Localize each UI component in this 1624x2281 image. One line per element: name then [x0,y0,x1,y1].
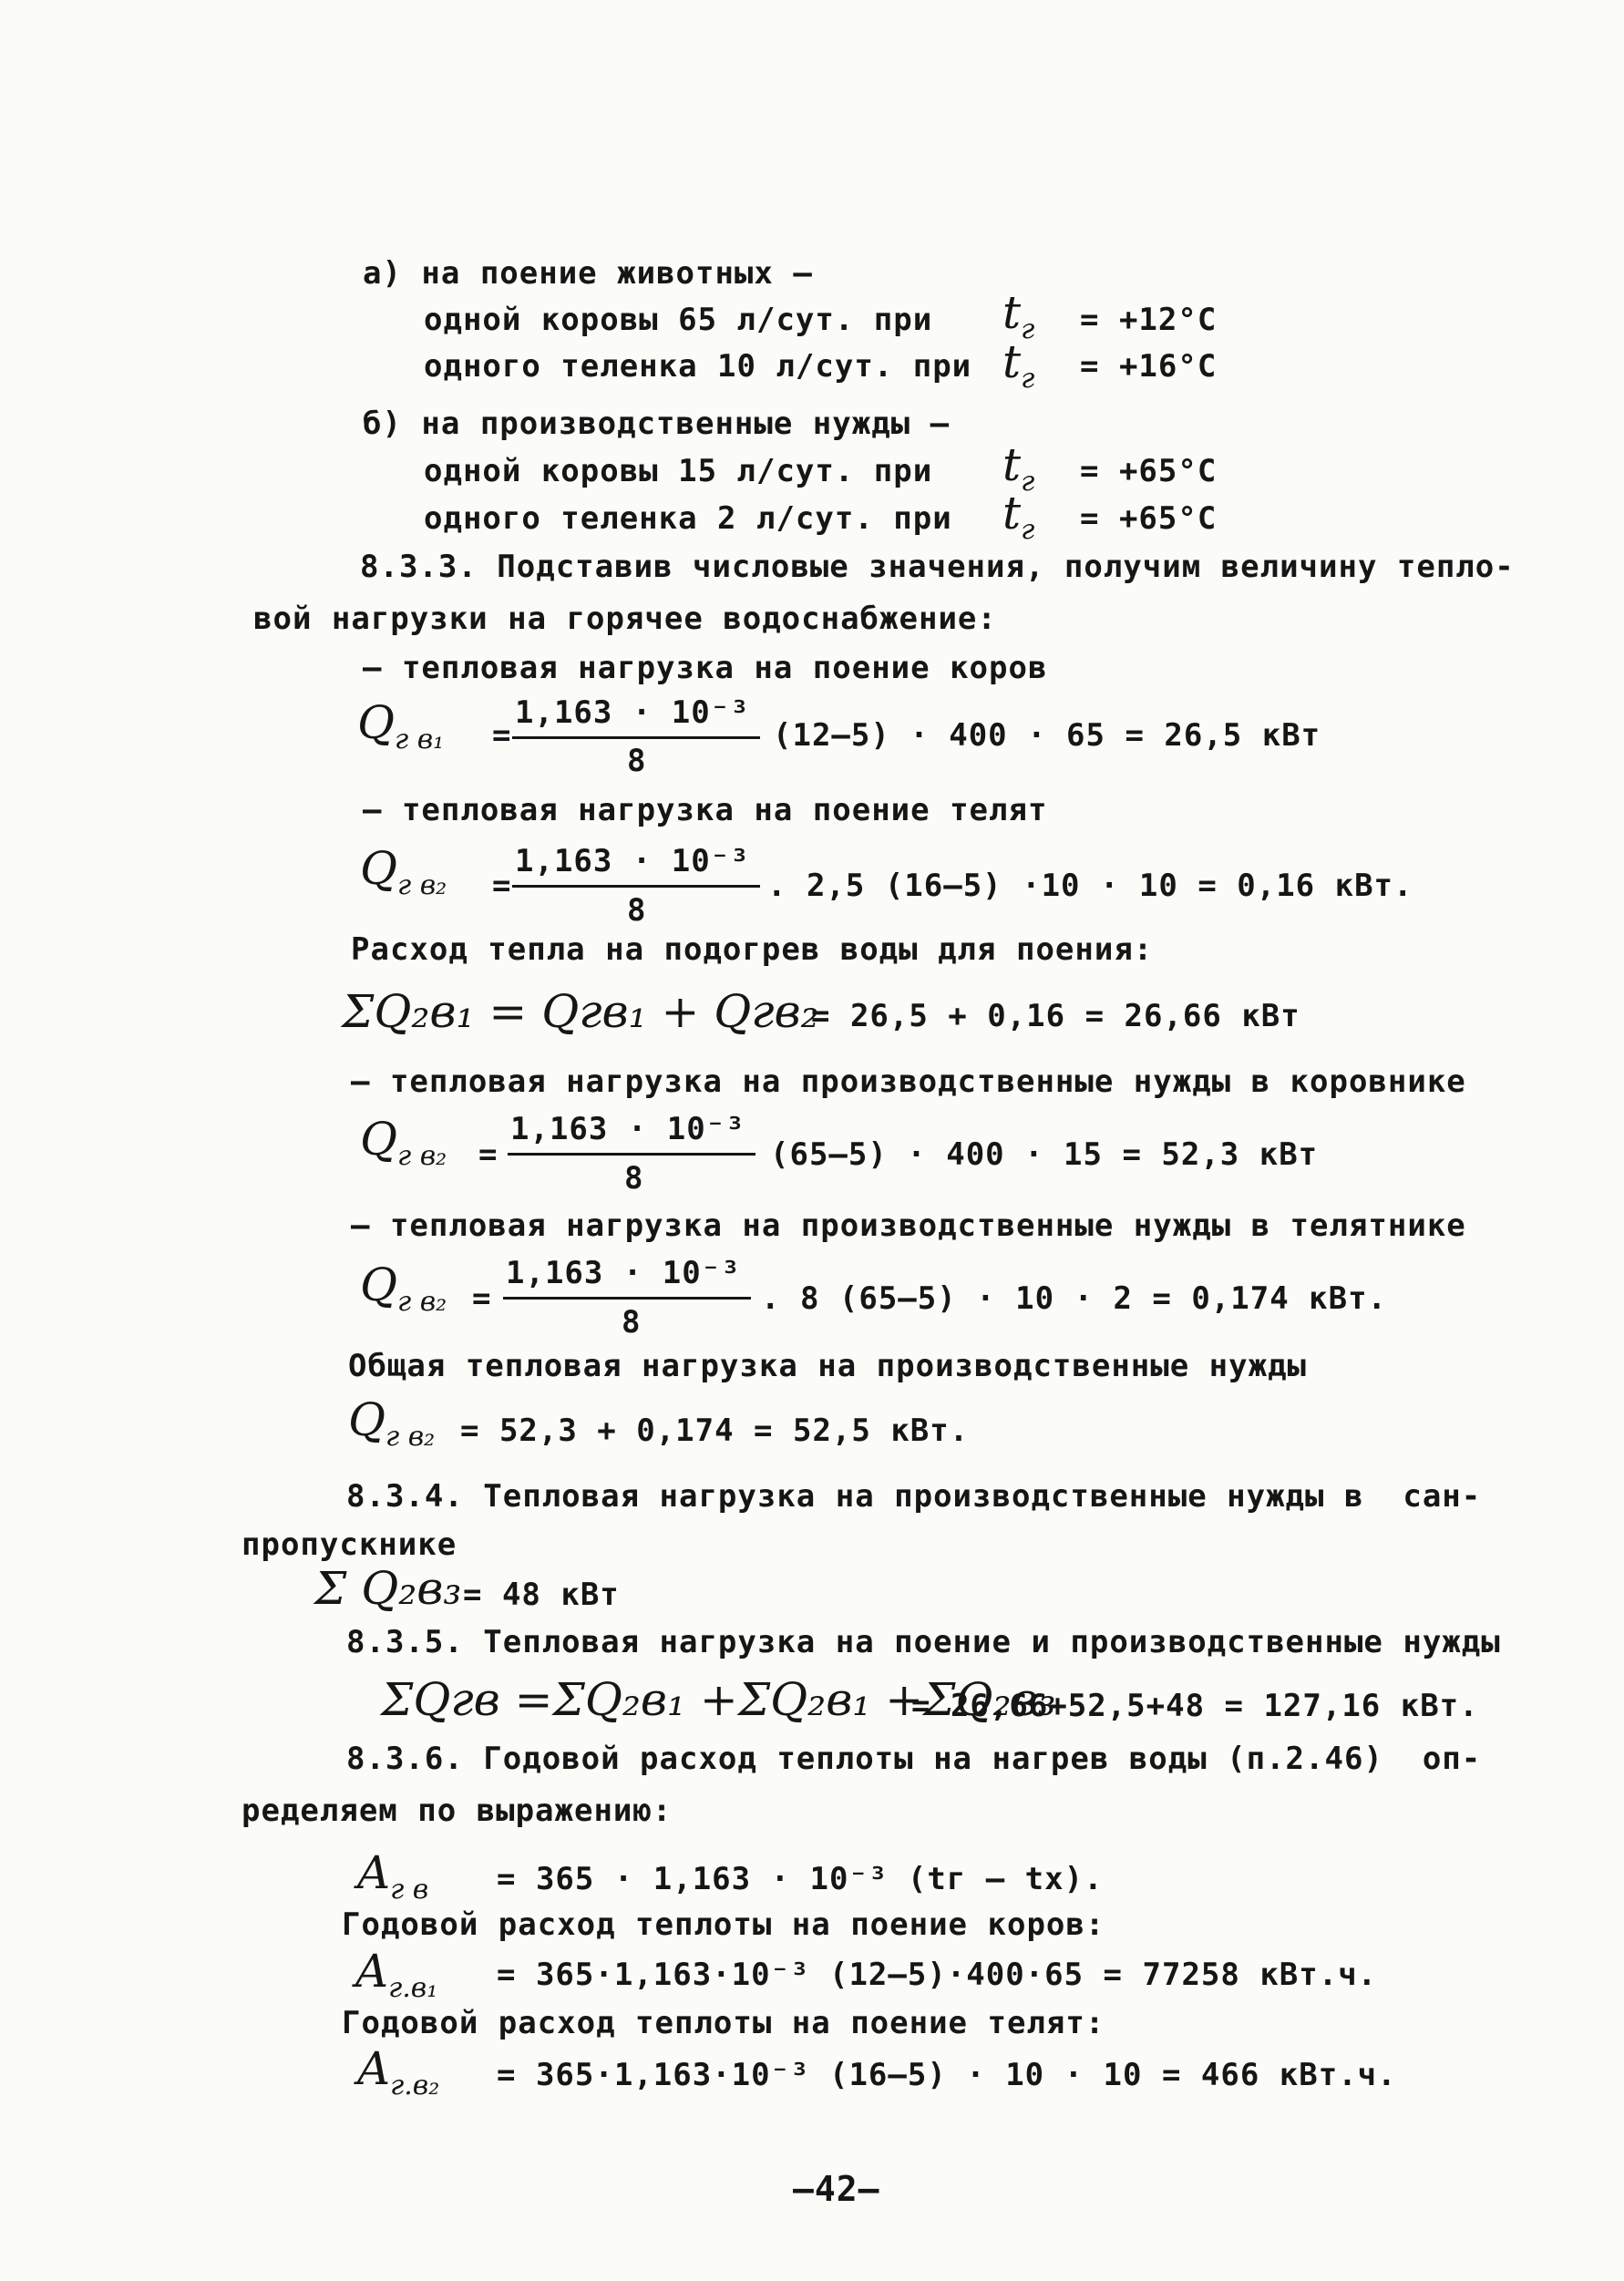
formula-11-rest: = 365·1,163·10⁻³ (16–5) · 10 · 10 = 466 кВт.ч. [497,2057,1397,2093]
annual-calves-label: Годовой расход теплоты на поение телят: [342,2005,1105,2041]
section-8-3-6-line1: 8.3.6. Годовой расход теплоты на нагрев воды (п.2.46) оп- [346,1741,1482,1777]
formula-8-lhs: ΣQгв =ΣQ₂в₁ +ΣQ₂в₁ +ΣQ₂в₃ [381,1673,1056,1726]
item-b-cow-temp: = +65°С [1080,453,1218,489]
item-a-calf-text: одного теленка 10 л/сут. при [424,348,972,385]
item-a-cow-temp: = +12°С [1080,302,1218,338]
item-b-cow-text: одной коровы 15 л/сут. при [424,453,933,489]
item-b-calf-temp: = +65°С [1080,500,1218,537]
drinking-total-label: Расход тепла на подогрев воды для поения: [351,931,1154,968]
section-8-3-5-line1: 8.3.5. Тепловая нагрузка на поение и производственные нужды [346,1624,1501,1660]
formula-3-lhs: ΣQ₂в₁ = Qгв₁ + Qгв₂ [342,985,819,1038]
formula-10-rest: = 365·1,163·10⁻³ (12–5)·400·65 = 77258 кВт.ч. [497,1957,1378,1993]
formula-1-rest: (12–5) · 400 · 65 = 26,5 кВт [773,717,1321,754]
formula-8-rest: = 26,66+52,5+48 = 127,16 кВт. [911,1688,1479,1724]
section-8-3-6-line2: ределяем по выражению: [242,1793,673,1829]
formula-5-lhs: $Q_{г в_2}$ [360,1259,447,1318]
formula-2-lhs: $Q_{г в_2}$ [360,842,447,901]
formula-9-lhs: $A_{г в}$ [357,1846,429,1906]
item-a-calf-temp: = +16°С [1080,348,1218,385]
formula-9-rest: = 365 · 1,163 · 10⁻³ (tг – tх). [497,1861,1104,1897]
formula-4-denominator: 8 [624,1160,644,1197]
section-8-3-4-line2: пропускнике [242,1526,457,1563]
section-8-3-3-line1: 8.3.3. Подставив числовые значения, получим величину тепло- [360,549,1515,585]
calfshed-production-label: – тепловая нагрузка на производственные нужды в телятнике [351,1207,1466,1244]
t-hot-symbol: $t_г$ [1002,335,1035,395]
formula-2-numerator: 1,163 · 10⁻³ [515,843,750,879]
calf-drinking-label: – тепловая нагрузка на поение телят [363,792,1048,828]
formula-2-rest: . 2,5 (16–5) ·10 · 10 = 0,16 кВт. [767,868,1413,904]
section-8-3-3-line2: вой нагрузки на горячее водоснабжение: [253,601,997,637]
formula-5-rest: . 8 (65–5) · 10 · 2 = 0,174 кВт. [761,1280,1388,1317]
formula-4-rest: (65–5) · 400 · 15 = 52,3 кВт [770,1136,1319,1173]
t-hot-symbol: $t_г$ [1002,438,1035,498]
formula-3-rest: = 26,5 + 0,16 = 26,66 кВт [811,998,1300,1034]
formula-1-denominator: 8 [627,743,647,779]
formula-6-lhs: $Q_{г в_2}$ [348,1393,436,1453]
cow-drinking-label: – тепловая нагрузка на поение коров [363,650,1048,686]
fraction-bar [503,1297,751,1300]
formula-4-eq: = [478,1136,499,1173]
item-a-cow-text: одной коровы 65 л/сут. при [424,302,933,338]
formula-5-numerator: 1,163 · 10⁻³ [506,1255,741,1291]
page-number: –42– [793,2169,880,2209]
formula-1-eq: = [492,717,512,754]
formula-2-eq: = [492,868,512,904]
item-b-header: б) на производственные нужды – [363,406,951,442]
formula-10-lhs: $A_{г.в_1}$ [355,1945,438,2004]
formula-5-eq: = [472,1280,492,1317]
fraction-bar [508,1153,755,1156]
formula-1-lhs: $Q_{г в_1}$ [357,696,445,755]
annual-cows-label: Годовой расход теплоты на поение коров: [342,1906,1105,1943]
formula-4-numerator: 1,163 · 10⁻³ [510,1111,745,1147]
t-hot-symbol: $t_г$ [1002,286,1035,345]
formula-11-lhs: $A_{г.в_2}$ [357,2042,440,2101]
formula-5-denominator: 8 [622,1304,642,1341]
cowshed-production-label: – тепловая нагрузка на производственные нужды в коровнике [351,1063,1466,1100]
formula-2-denominator: 8 [627,892,647,929]
formula-4-lhs: $Q_{г в_2}$ [360,1113,447,1172]
formula-1-numerator: 1,163 · 10⁻³ [515,694,750,731]
formula-6-rest: = 52,3 + 0,174 = 52,5 кВт. [460,1413,970,1449]
item-b-calf-text: одного теленка 2 л/сут. при [424,500,952,537]
item-a-header: а) на поение животных – [363,255,813,292]
formula-7-rest: = 48 кВт [463,1577,620,1613]
t-hot-symbol: $t_г$ [1002,487,1035,546]
production-total-label: Общая тепловая нагрузка на производственные нужды [348,1348,1308,1384]
formula-7-lhs: Σ Q₂в₃ [314,1562,462,1615]
fraction-bar [512,885,760,888]
section-8-3-4-line1: 8.3.4. Тепловая нагрузка на производственные нужды в сан- [346,1478,1482,1515]
fraction-bar [512,736,760,739]
